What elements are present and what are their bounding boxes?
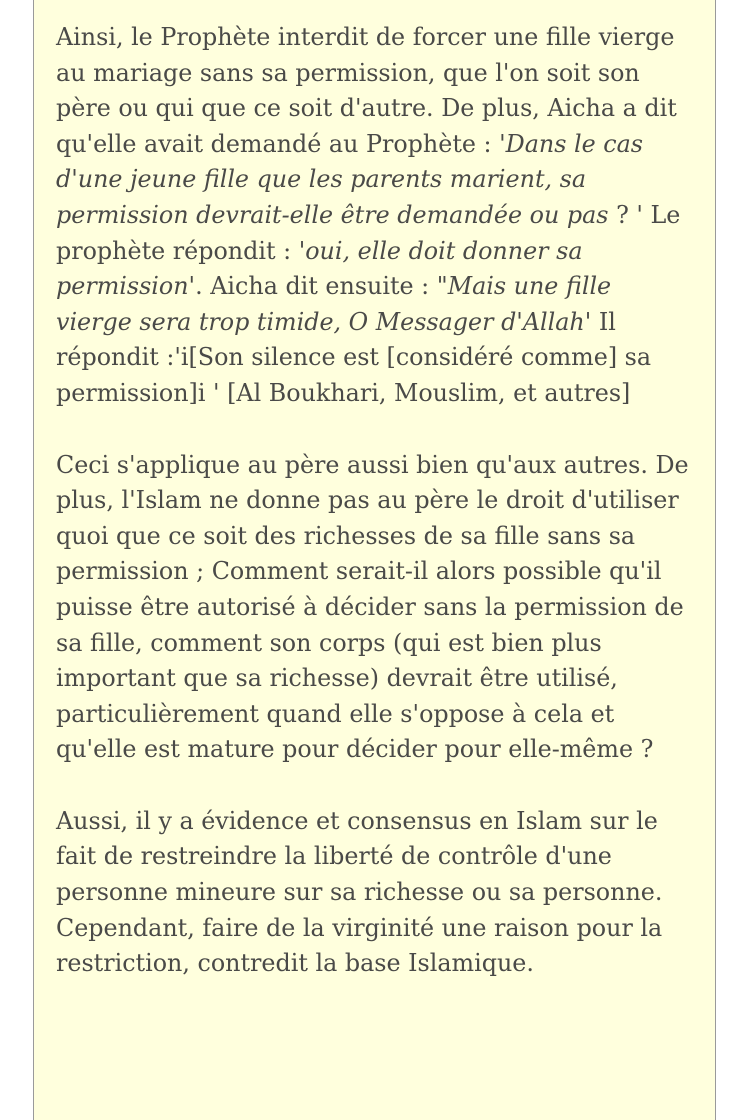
text-segment: Aussi, il y a évidence et consensus en Islam sur le fait de restreindre la liberté de contrôle d'une personne mineure sur sa richesse ou sa personne. Cependant, faire de la virginité une raison pour la restriction, contredit la base Islamique. [56,806,663,978]
text-segment: ' Il répondit :'i[Son silence est [considéré comme] sa permission]i ' [Al Boukhari, Mouslim, et autres] [56,307,652,407]
text-segment: . Aicha dit ensuite : " [195,272,448,301]
italic-segment: Mais une fille vierge sera trop timide, O Messager d'Allah [56,272,612,336]
paragraph-2 [56,448,693,768]
paragraph-3 [56,804,693,982]
paragraph-1 [56,20,693,412]
italic-segment: Dans le cas d'une jeune fille que les parents marient, sa permission devrait-elle être demandée ou pas [56,129,644,229]
italic-segment: 'oui, elle doit donner sa permission' [56,236,583,301]
text-segment: Ainsi, le Prophète interdit de forcer une fille vierge au mariage sans sa permission, que l'on soit son père ou qui que ce soit d'autre. De plus, Aicha a dit qu'elle avait demandé au Prophète : ' [56,23,677,158]
quote-box [33,0,716,1120]
text-segment: ? ' Le prophète répondit : [56,200,681,265]
text-segment: Ceci s'applique au père aussi bien qu'aux autres. De plus, l'Islam ne donne pas au père le droit d'utiliser quoi que ce soit des richesses de sa fille sans sa permission ; Comment serait-il alors possible qu'il puisse être autorisé à décider sans la permission de sa fille, comment son corps (qui est bien plus important que sa richesse) devrait être utilisé, particulièrement quand elle s'oppose à cela et qu'elle est mature pour décider pour elle-même ? [56,450,689,764]
